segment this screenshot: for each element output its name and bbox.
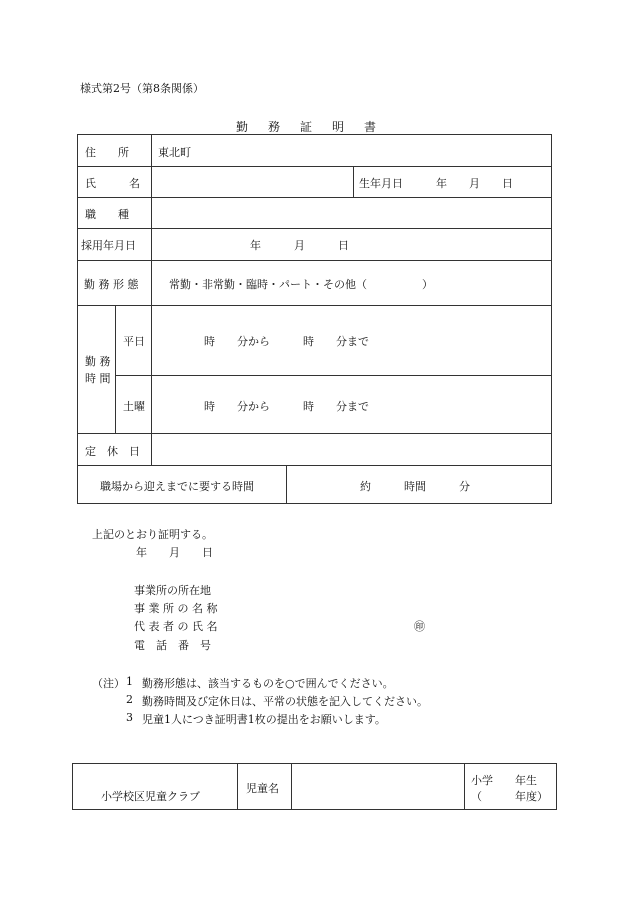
weekday-hours-field[interactable] (152, 306, 551, 375)
note-text: 児童1人につき証明書1枚の提出をお願いします。 (142, 713, 386, 726)
work-type-field[interactable] (152, 261, 551, 305)
saturday-time-text: 時 分から 時 分まで (204, 400, 369, 413)
note-text: 勤務形態は、該当するものを○で囲んでください。 (142, 677, 394, 690)
note-number: 1 (126, 675, 133, 688)
work-hours-label-line1: 勤 務 (85, 355, 111, 368)
seal-mark: ㊞ (414, 620, 425, 633)
certification-statement: 上記のとおり証明する。 (92, 528, 213, 541)
representative-label: 代 表 者 の 氏 名 (134, 620, 218, 633)
hire-date-text: 年 月 日 (250, 239, 349, 252)
hire-date-label: 採用年月日 (81, 239, 136, 252)
name-field[interactable] (152, 167, 353, 197)
commute-field[interactable] (287, 466, 551, 503)
work-type-label: 勤 務 形 態 (84, 278, 139, 291)
work-type-options: 常勤・非常勤・臨時・パート・その他（ ） (169, 278, 433, 291)
address-field[interactable] (152, 135, 551, 166)
note-number: 2 (126, 693, 133, 706)
address-label: 住 所 (85, 146, 129, 159)
work-hours-label-line2: 時 間 (85, 372, 111, 385)
certification-date: 年 月 日 (136, 546, 213, 559)
form-number: 様式第2号（第8条関係） (80, 82, 204, 95)
club-label: 小学校区児童クラブ (101, 790, 200, 803)
birthdate-field[interactable] (354, 167, 551, 197)
occupation-field[interactable] (152, 198, 551, 228)
phone-label: 電 話 番 号 (134, 639, 211, 652)
office-location-label: 事業所の所在地 (134, 584, 211, 597)
saturday-hours-field[interactable] (152, 376, 551, 433)
commute-value: 約 時間 分 (360, 480, 470, 493)
office-name-label: 事 業 所 の 名 称 (134, 602, 218, 615)
grade-text: 小学 年生 (471, 774, 537, 787)
occupation-label: 職 種 (85, 208, 129, 221)
school-year-text: （ 年度） (471, 790, 548, 803)
note-text: 勤務時間及び定休日は、平常の状態を記入してください。 (142, 695, 428, 708)
hire-date-field[interactable] (152, 229, 551, 260)
saturday-label: 土曜 (123, 400, 145, 413)
address-value: 東北町 (158, 146, 191, 159)
weekday-label: 平日 (123, 335, 145, 348)
child-name-label: 児童名 (246, 782, 279, 795)
grade-field[interactable] (465, 764, 556, 809)
weekday-time-text: 時 分から 時 分まで (204, 335, 369, 348)
child-name-field[interactable] (292, 764, 464, 809)
holiday-field[interactable] (152, 434, 551, 465)
commute-label: 職場から迎えまでに要する時間 (100, 480, 254, 493)
notes-prefix: （注） (92, 677, 125, 690)
name-label: 氏 名 (85, 177, 140, 190)
holiday-label: 定 休 日 (85, 445, 140, 458)
note-number: 3 (126, 711, 133, 724)
page-title: 勤 務 証 明 書 (236, 120, 381, 134)
birthdate-text: 生年月日 年 月 日 (359, 177, 513, 190)
